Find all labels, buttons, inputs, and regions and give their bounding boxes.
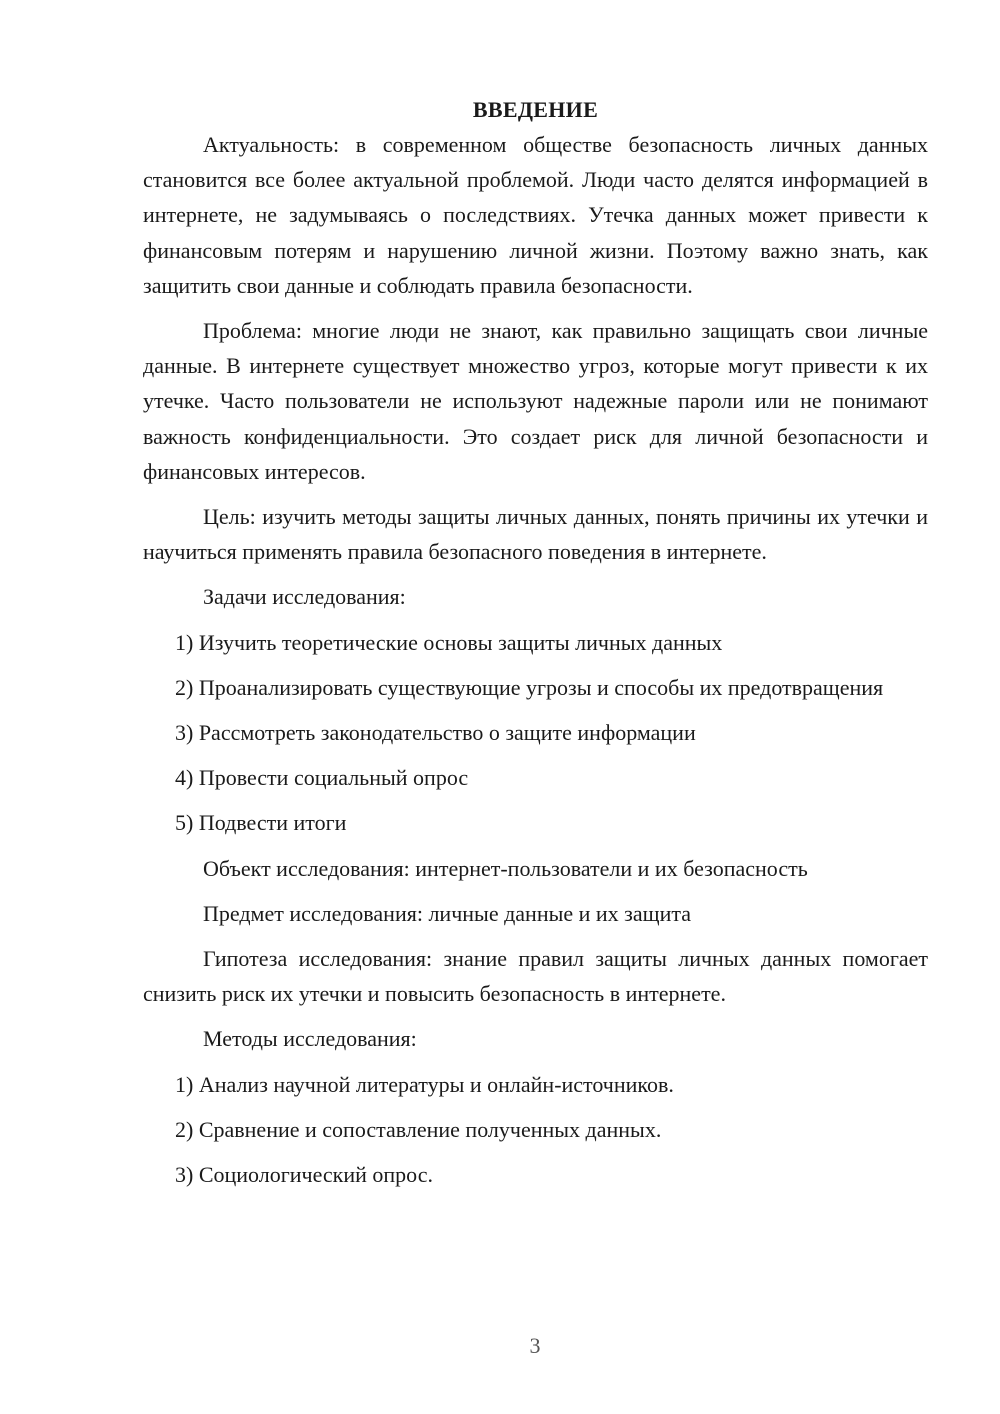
task-item: 2) Проанализировать существующие угрозы и способы их предотвращения [175, 674, 884, 700]
document-page [143, 92, 928, 1202]
hypothesis-paragraph: Гипотеза исследования: знание правил защиты личных данных помогает снизить риск их утечки и повысить безопасность в интернете. [143, 946, 928, 1007]
section-title: ВВЕДЕНИЕ [472, 97, 599, 122]
method-item: 1) Анализ научной литературы и онлайн-источников. [175, 1071, 674, 1097]
task-item: 3) Рассмотреть законодательство о защите информации [175, 720, 696, 746]
task-item: 4) Провести социальный опрос [175, 765, 469, 791]
task-item: 1) Изучить теоретические основы защиты личных данных [175, 629, 723, 655]
method-item: 3) Социологический опрос. [175, 1162, 433, 1188]
task-item: 5) Подвести итоги [175, 810, 347, 836]
problem-paragraph: Проблема: многие люди не знают, как правильно защищать свои личные данные. В интернете существует множество угроз, которые могут привести к их утечке. Часто пользователи не используют надежные пароли или не понимают важность конфиденциальности. Это создает риск для личной безопасности и финансовых интересов. [143, 318, 928, 484]
goal-paragraph: Цель: изучить методы защиты личных данных, понять причины их утечки и научиться применять правила безопасного поведения в интернете. [143, 504, 928, 565]
page-number: 3 [529, 1333, 541, 1358]
method-item: 2) Сравнение и сопоставление полученных данных. [175, 1116, 662, 1142]
relevance-paragraph: Актуальность: в современном обществе безопасность личных данных становится все более актуальной проблемой. Люди часто делятся информацией в интернете, не задумываясь о последствиях. Утечка данных может привести к финансовым потерям и нарушению личной жизни. Поэтому важно знать, как защитить свои данные и соблюдать правила безопасности. [143, 132, 928, 298]
object-paragraph: Объект исследования: интернет-пользователи и их безопасность [203, 855, 808, 881]
methods-heading: Методы исследования: [203, 1026, 417, 1052]
tasks-heading: Задачи исследования: [203, 584, 406, 610]
subject-paragraph: Предмет исследования: личные данные и их защита [203, 900, 691, 926]
